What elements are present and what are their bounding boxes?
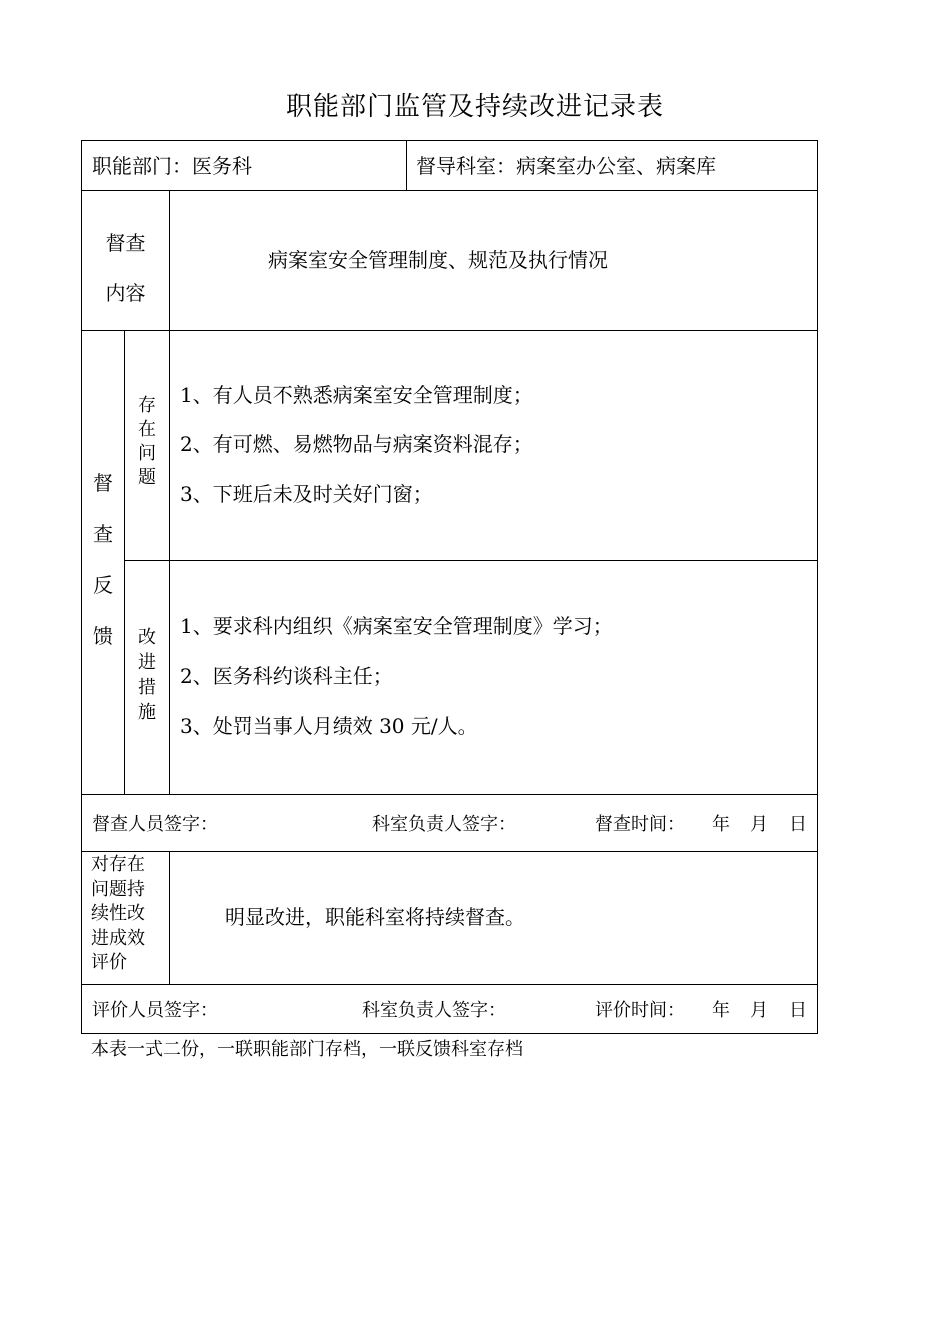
measures-label: 改 进 措 施 (138, 627, 156, 723)
row-divider-header (81, 190, 818, 191)
row-divider-content (81, 330, 818, 331)
feedback-label: 督 查 反 馈 (93, 471, 113, 648)
problem-item-1: 1、有人员不熟悉病案室安全管理制度； (180, 383, 533, 407)
measure-item-1: 1、要求科内组织《病案室安全管理制度》学习； (180, 614, 613, 638)
page-title: 职能部门监管及持续改进记录表 (285, 92, 664, 122)
dept-head-signature-label: 科室负责人签字： (372, 814, 516, 835)
problems-label: 存 在 问 题 (138, 395, 156, 488)
problem-item-3: 3、下班后未及时关好门窗； (180, 482, 433, 506)
dept-value: 医务科 (192, 154, 252, 178)
col-divider-evaluation (169, 851, 170, 985)
table-border-bottom (81, 1033, 818, 1034)
inspection-day: 日 (789, 814, 807, 835)
evaluator-signature-label: 评价人员签字： (92, 1000, 218, 1021)
evaluation-year: 年 (712, 1000, 730, 1021)
table-border-top (81, 140, 818, 141)
evaluation-value: 明显改进，职能科室将持续督查。 (225, 905, 525, 929)
row-divider-feedback (81, 794, 818, 795)
inspector-signature-label: 督查人员签字： (92, 814, 218, 835)
dept-label: 职能部门： (92, 154, 192, 178)
inspection-content-label: 督查 内容 (105, 231, 146, 305)
supervised-value: 病案室办公室、病案库 (516, 154, 716, 178)
evaluation-month: 月 (750, 1000, 768, 1021)
footnote: 本表一式二份，一联职能部门存档，一联反馈科室存档 (91, 1039, 523, 1060)
evaluation-label: 对存在 问题持 续性改 进成效 评价 (91, 854, 145, 973)
measure-item-3: 3、处罚当事人月绩效 30 元/人。 (180, 714, 478, 738)
problem-item-2: 2、有可燃、易燃物品与病案资料混存； (180, 432, 533, 456)
inspection-content-value: 病案室安全管理制度、规范及执行情况 (268, 248, 608, 272)
evaluation-day: 日 (789, 1000, 807, 1021)
supervised-cell (416, 150, 716, 179)
measure-item-2: 2、医务科约谈科主任； (180, 664, 393, 688)
dept-cell (92, 150, 252, 179)
supervised-label: 督导科室： (416, 154, 516, 178)
row-divider-problems (124, 560, 818, 561)
evaluation-time-label: 评价时间： (595, 1000, 685, 1021)
col-divider-header (406, 140, 407, 191)
eval-dept-head-signature-label: 科室负责人签字： (362, 1000, 506, 1021)
inspection-month: 月 (750, 814, 768, 835)
row-divider-evaluation (81, 984, 818, 985)
col-divider-label (169, 190, 170, 795)
table-border-right (817, 140, 818, 1034)
inspection-year: 年 (712, 814, 730, 835)
row-divider-signature (81, 851, 818, 852)
inspection-time-label: 督查时间： (595, 814, 685, 835)
